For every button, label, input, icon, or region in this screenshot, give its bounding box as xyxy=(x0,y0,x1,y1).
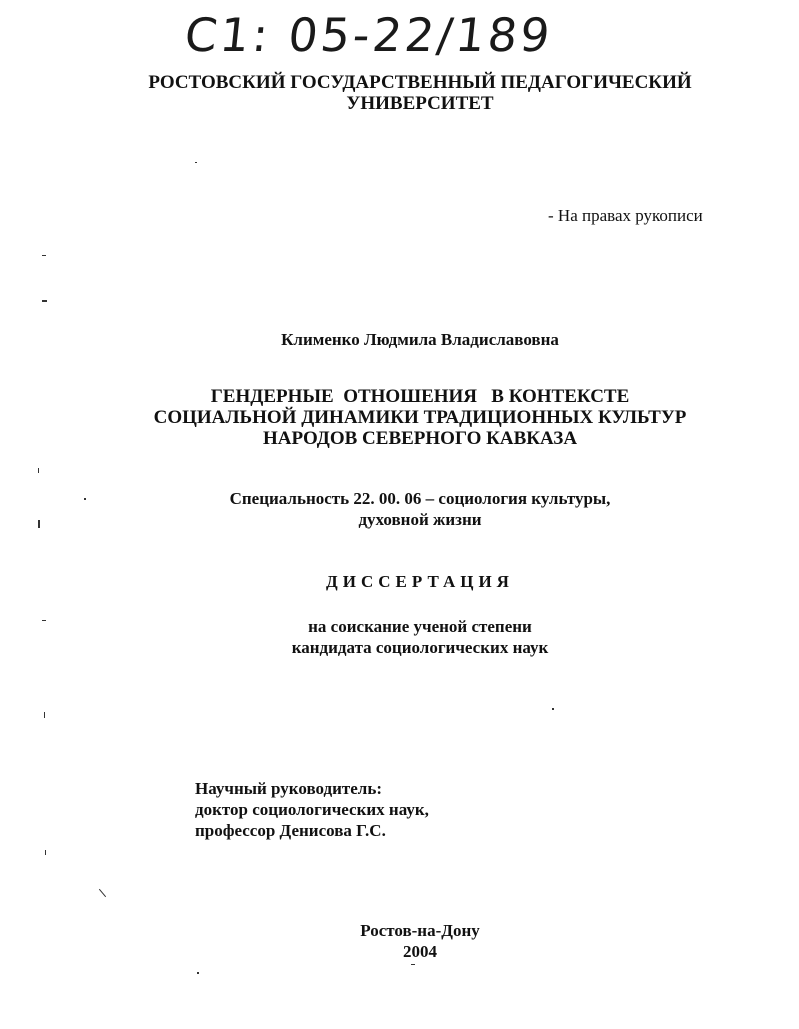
degree-line-2: кандидата социологических наук xyxy=(291,638,549,657)
scan-speck xyxy=(84,498,86,500)
title-line-3: НАРОДОВ СЕВЕРНОГО КАВКАЗА xyxy=(262,428,578,449)
scan-speck xyxy=(42,300,47,302)
city-year xyxy=(0,920,799,962)
scan-speck xyxy=(195,162,197,163)
scan-speck xyxy=(44,712,45,718)
university-name xyxy=(0,72,799,114)
year: 2004 xyxy=(403,942,437,961)
dissertation-title xyxy=(0,386,799,449)
author-name: Клименко Людмила Владиславовна xyxy=(281,330,559,349)
scan-speck xyxy=(42,620,46,621)
supervisor-line-3: профессор Денисова Г.С. xyxy=(195,821,386,840)
scan-speck xyxy=(197,972,199,974)
title-line-2: СОЦИАЛЬНОЙ ДИНАМИКИ ТРАДИЦИОННЫХ КУЛЬТУР xyxy=(153,407,687,428)
manuscript-rights xyxy=(548,206,703,226)
degree-line-1: на соискание ученой степени xyxy=(308,617,532,636)
handwritten-catalog-code: С1: 05-22/189 xyxy=(182,8,556,62)
university-line-2: УНИВЕРСИТЕТ xyxy=(346,93,494,114)
speciality-line-2: духовной жизни xyxy=(358,510,482,529)
scan-speck xyxy=(45,850,46,855)
scan-speck xyxy=(552,708,554,710)
rights-text: На правах рукописи xyxy=(557,206,703,225)
scan-speck xyxy=(38,520,40,528)
speciality xyxy=(0,488,799,530)
document-type: ДИССЕРТАЦИЯ xyxy=(326,572,514,591)
scan-speck xyxy=(38,468,39,473)
scientific-supervisor xyxy=(195,778,429,841)
scan-speck xyxy=(99,889,106,897)
scan-speck xyxy=(42,255,46,256)
scan-speck xyxy=(411,964,415,965)
rights-dash: - xyxy=(548,206,558,225)
supervisor-line-1: Научный руководитель: xyxy=(195,779,382,798)
degree-info xyxy=(0,616,799,658)
city: Ростов-на-Дону xyxy=(360,921,480,940)
university-line-1: РОСТОВСКИЙ ГОСУДАРСТВЕННЫЙ ПЕДАГОГИЧЕСКИЙ xyxy=(148,72,692,93)
title-line-1: ГЕНДЕРНЫЕ ОТНОШЕНИЯ В КОНТЕКСТЕ xyxy=(210,386,630,407)
speciality-line-1: Специальность 22. 00. 06 – социология культуры, xyxy=(229,489,611,508)
supervisor-line-2: доктор социологических наук, xyxy=(195,800,429,819)
